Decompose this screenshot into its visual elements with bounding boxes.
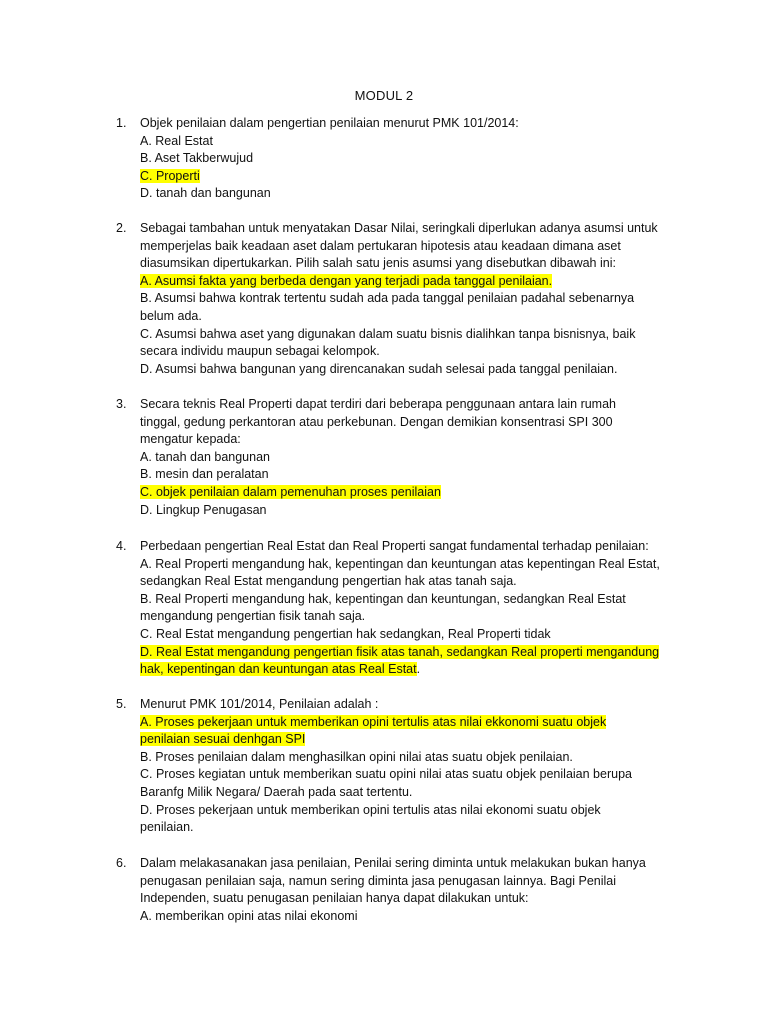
option-c-cont: secara individu maupun sebagai kelompok. xyxy=(140,344,380,359)
option-a-correct: A. Proses pekerjaan untuk memberikan opini tertulis atas nilai ekkonomi suatu objek xyxy=(140,714,607,729)
option-d: D. Lingkup Penugasan xyxy=(140,502,267,517)
question-1 xyxy=(116,115,706,203)
question-6 xyxy=(116,855,706,925)
question-number: 4. xyxy=(116,539,127,553)
option-b: B. Real Properti mengandung hak, kepentingan dan keuntungan, sedangkan Real Estat xyxy=(140,591,626,606)
option-a-cont: sedangkan Real Estat mengandung pengertian hak atas tanah saja. xyxy=(140,574,517,589)
question-stem: Secara teknis Real Properti dapat terdiri dari beberapa penggunaan antara lain rumah xyxy=(140,397,616,411)
question-2 xyxy=(116,220,706,378)
option-a: A. memberikan opini atas nilai ekonomi xyxy=(140,908,358,923)
question-number: 6. xyxy=(116,856,127,870)
question-number: 5. xyxy=(116,697,127,711)
question-5 xyxy=(116,696,706,837)
option-b-cont: mengandung pengertian fisik tanah saja. xyxy=(140,609,366,624)
option-a-correct: A. Asumsi fakta yang berbeda dengan yang terjadi pada tanggal penilaian. xyxy=(140,273,553,288)
page-title: MODUL 2 xyxy=(354,88,414,103)
option-a: A. tanah dan bangunan xyxy=(140,449,270,464)
option-d-correct: D. Real Estat mengandung pengertian fisik atas tanah, sedangkan Real properti mengandung xyxy=(140,644,660,659)
option-b-cont: belum ada. xyxy=(140,308,202,323)
option-a-correct-cont: penilaian sesuai denhgan SPI xyxy=(140,732,306,747)
question-stem: Perbedaan pengertian Real Estat dan Real Properti sangat fundamental terhadap penilaian: xyxy=(140,539,649,553)
option-b: B. mesin dan peralatan xyxy=(140,467,269,482)
question-4 xyxy=(116,538,706,679)
question-stem: diasumsikan dipertukarkan. Pilih salah satu jenis asumsi yang disebutkan dibawah ini: xyxy=(140,256,616,271)
option-a: A. Real Estat xyxy=(140,133,213,148)
option-c-correct: C. objek penilaian dalam pemenuhan proses penilaian xyxy=(140,484,441,499)
option-d-correct-cont: hak, kepentingan dan keuntungan atas Real Estat xyxy=(140,662,417,677)
question-stem: Objek penilaian dalam pengertian penilaian menurut PMK 101/2014: xyxy=(140,116,519,130)
question-number: 2. xyxy=(116,221,127,235)
question-stem: tinggal, gedung perkantoran atau perkebunan. Dengan demikian konsentrasi SPI 300 xyxy=(140,414,613,429)
option-c: C. Real Estat mengandung pengertian hak sedangkan, Real Properti tidak xyxy=(140,626,551,641)
question-stem: memperjelas baik keadaan aset dalam pertukaran hipotesis atau keadaan dimana aset xyxy=(140,238,621,253)
option-c-correct: C. Properti xyxy=(140,168,200,183)
option-d-cont: penilaian. xyxy=(140,820,194,835)
option-d: D. Proses pekerjaan untuk memberikan opini tertulis atas nilai ekonomi suatu objek xyxy=(140,802,601,817)
question-stem: Sebagai tambahan untuk menyatakan Dasar Nilai, seringkali diperlukan adanya asumsi untuk xyxy=(140,221,658,235)
option-b: B. Aset Takberwujud xyxy=(140,151,254,166)
question-stem: penugasan penilaian saja, namun sering diminta jasa penugasan lainnya. Bagi Penilai xyxy=(140,873,617,888)
option-c: C. Asumsi bahwa aset yang digunakan dalam suatu bisnis dialihkan tanpa bisnisnya, baik xyxy=(140,326,636,341)
question-stem: Menurut PMK 101/2014, Penilaian adalah : xyxy=(140,697,379,711)
question-stem: mengatur kepada: xyxy=(140,432,241,447)
option-b: B. Proses penilaian dalam menghasilkan opini nilai atas suatu objek penilaian. xyxy=(140,749,573,764)
option-d: D. tanah dan bangunan xyxy=(140,186,271,201)
option-c-cont: Baranfg Milik Negara/ Daerah pada saat tertentu. xyxy=(140,784,413,799)
option-d: D. Asumsi bahwa bangunan yang direncanakan sudah selesai pada tanggal penilaian. xyxy=(140,361,618,376)
option-a: A. Real Properti mengandung hak, kepentingan dan keuntungan atas kepentingan Real Estat, xyxy=(140,556,660,571)
question-stem: Dalam melakasanakan jasa penilaian, Penilai sering diminta untuk melakukan bukan hanya xyxy=(140,856,646,870)
question-number: 3. xyxy=(116,397,127,411)
option-c: C. Proses kegiatan untuk memberikan suatu opini nilai atas suatu objek penilaian berupa xyxy=(140,767,632,782)
option-d-period: . xyxy=(416,662,421,677)
option-b: B. Asumsi bahwa kontrak tertentu sudah ada pada tanggal penilaian padahal sebenarnya xyxy=(140,291,635,306)
question-stem: Independen, suatu penugasan penilaian hanya dapat dilakukan untuk: xyxy=(140,891,529,906)
question-3 xyxy=(116,396,706,519)
question-number: 1. xyxy=(116,116,127,130)
